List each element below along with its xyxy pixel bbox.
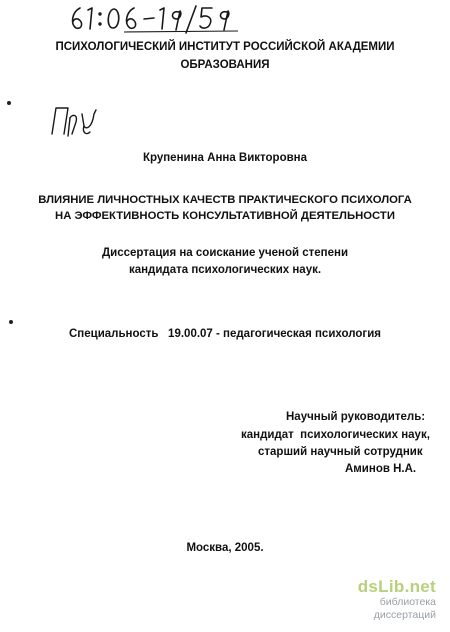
- margin-punch-mark: [7, 101, 11, 105]
- supervisor-label: Научный руководитель:: [286, 411, 426, 423]
- initials-handwriting-image: [46, 104, 106, 138]
- handwritten-initials-mark: [46, 104, 106, 138]
- city-and-year: Москва, 2005.: [186, 542, 264, 554]
- watermark-subtitle: библиотека диссертаций: [373, 596, 436, 621]
- supervisor-position: старший научный сотрудник: [258, 446, 423, 458]
- dslib-watermark: [316, 577, 436, 622]
- degree-line-1: Диссертация на соискание ученой степени: [101, 247, 349, 259]
- archive-code-handwritten: [66, 2, 266, 36]
- degree-line-2: кандидата психологических наук.: [128, 264, 322, 276]
- institution-line-2: ОБРАЗОВАНИЯ: [180, 59, 270, 71]
- specialty-line: Специальность 19.00.07 - педагогическая психология: [69, 328, 381, 340]
- dissertation-title-line-1: ВЛИЯНИЕ ЛИЧНОСТНЫХ КАЧЕСТВ ПРАКТИЧЕСКОГО ПСИХОЛОГА: [38, 194, 412, 206]
- margin-punch-mark: [9, 320, 13, 324]
- supervisor-name: Аминов Н.А.: [345, 463, 417, 475]
- supervisor-degree: кандидат психологических наук,: [241, 429, 430, 441]
- watermark-brand: dsLib.net: [357, 577, 436, 596]
- dissertation-title-line-2: НА ЭФФЕКТИВНОСТЬ КОНСУЛЬТАТИВНОЙ ДЕЯТЕЛЬНОСТИ: [55, 210, 395, 222]
- archive-code-handwriting-image: [66, 2, 266, 36]
- author-name: Крупенина Анна Викторовна: [142, 152, 308, 164]
- institution-line-1: ПСИХОЛОГИЧЕСКИЙ ИНСТИТУТ РОССИЙСКОЙ АКАДЕМИИ: [55, 41, 395, 53]
